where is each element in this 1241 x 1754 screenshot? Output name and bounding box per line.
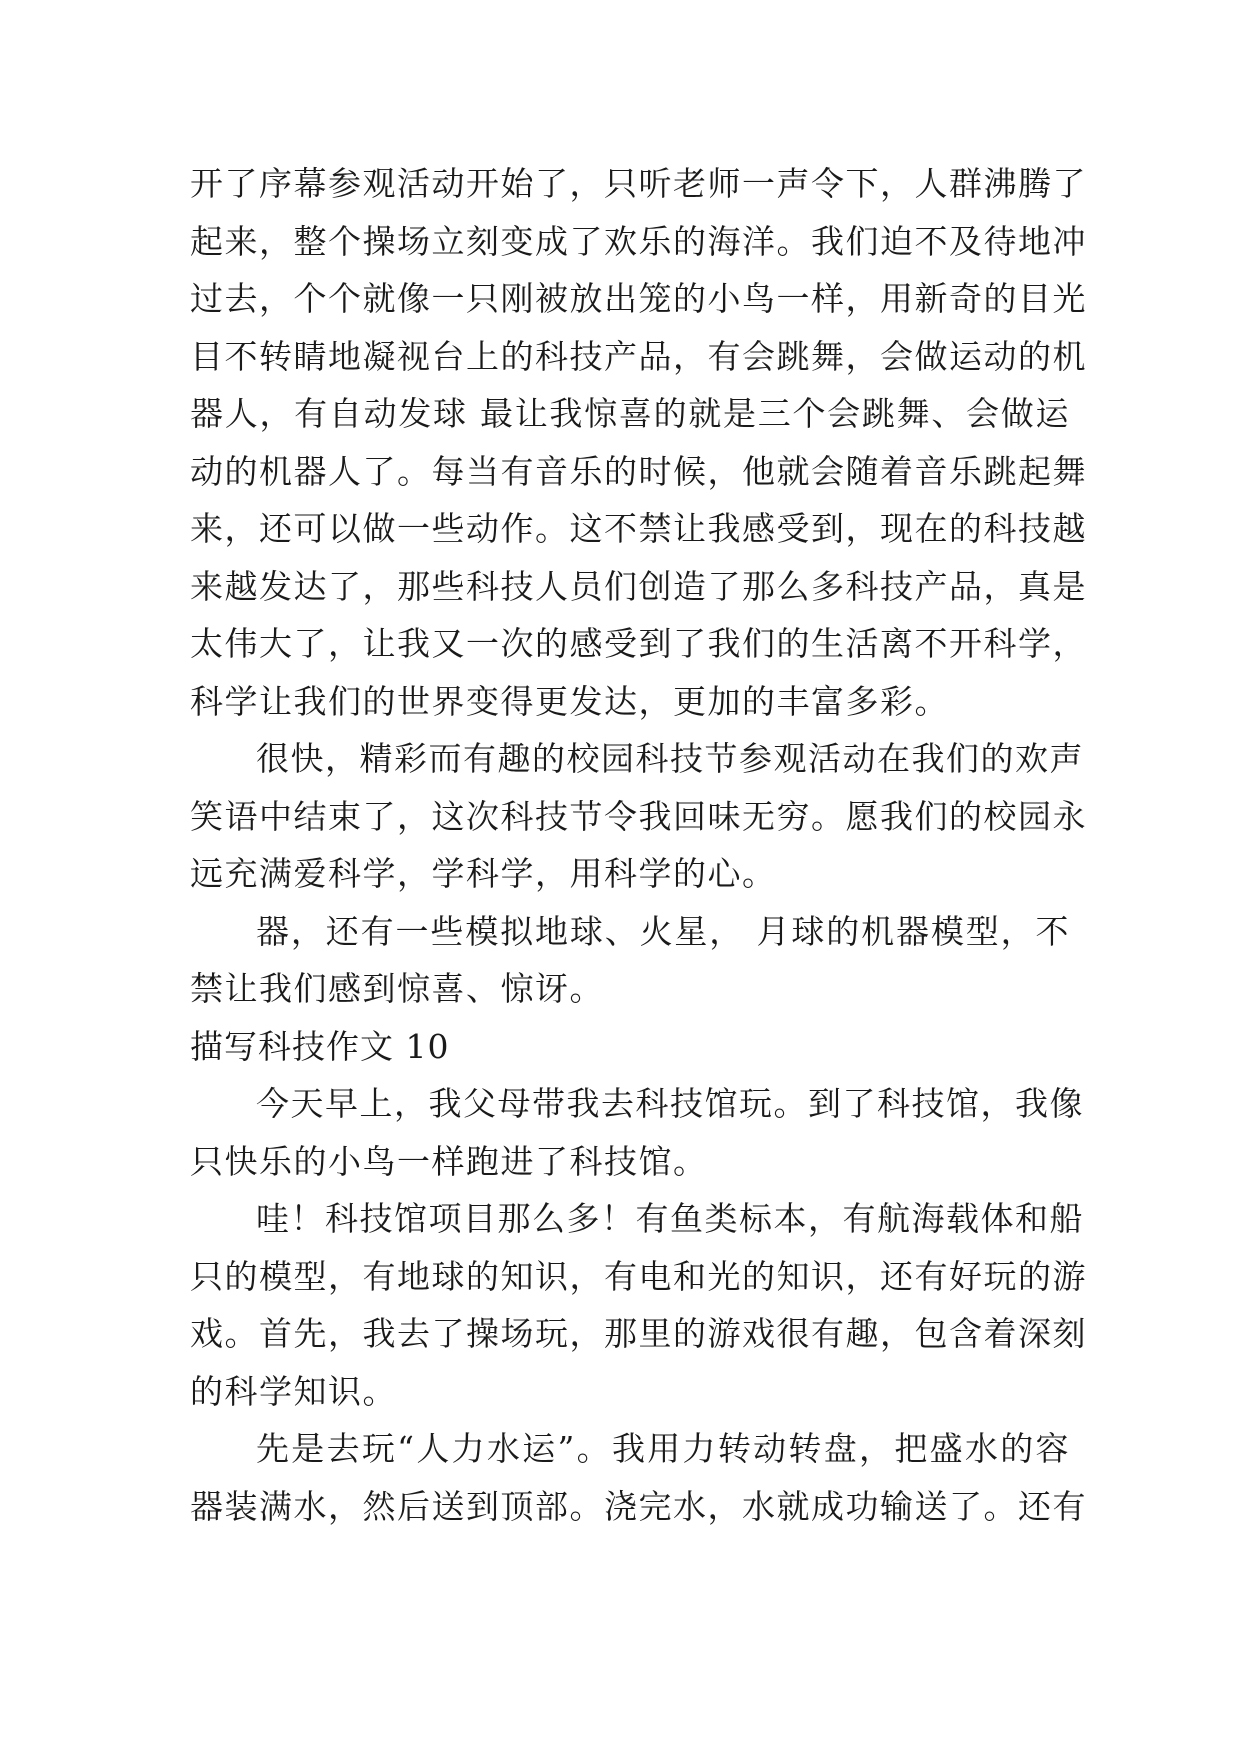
text-line: 来，还可以做一些动作。这不禁让我感受到，现在的科技越 — [190, 509, 1087, 548]
text-line: 只快乐的小鸟一样跑进了科技馆。 — [190, 1141, 708, 1181]
essay-body — [190, 155, 1087, 1535]
text-line: 器人，有自动发球 最让我惊喜的就是三个会跳舞、会做运 — [190, 394, 1070, 433]
paragraph-first-line: 今天早上，我父母带我去科技馆玩。到了科技馆，我像 — [256, 1084, 1084, 1123]
text-line: 目不转睛地凝视台上的科技产品，有会跳舞，会做运动的机 — [190, 336, 1087, 376]
text-line: 起来，整个操场立刻变成了欢乐的海洋。我们迫不及待地冲 — [190, 221, 1087, 261]
paragraph-first-line: 很快，精彩而有趣的校园科技节参观活动在我们的欢声 — [256, 739, 1084, 778]
section-heading: 描写科技作文 10 — [190, 1026, 450, 1066]
text-line: 禁让我们感到惊喜、惊讶。 — [190, 969, 604, 1008]
paragraph-first-line: 先是去玩“人力水运”。我用力转动转盘，把盛水的容 — [256, 1429, 1070, 1468]
paragraph-first-line: 哇！科技馆项目那么多！有鱼类标本，有航海载体和船 — [256, 1199, 1084, 1238]
text-line: 戏。首先，我去了操场玩，那里的游戏很有趣，包含着深刻 — [190, 1314, 1087, 1353]
text-line: 太伟大了，让我又一次的感受到了我们的生活离不开科学， — [190, 624, 1087, 663]
paragraph-first-line: 器，还有一些模拟地球、火星， 月球的机器模型，不 — [256, 911, 1070, 951]
text-line: 来越发达了，那些科技人员们创造了那么多科技产品，真是 — [190, 566, 1087, 606]
text-line: 远充满爱科学，学科学，用科学的心。 — [190, 854, 777, 893]
text-line: 动的机器人了。每当有音乐的时候，他就会随着音乐跳起舞 — [190, 451, 1087, 491]
text-line: 只的模型，有地球的知识，有电和光的知识，还有好玩的游 — [190, 1256, 1087, 1296]
text-line: 开了序幕参观活动开始了，只听老师一声令下，人群沸腾了 — [190, 164, 1087, 203]
text-line: 过去，个个就像一只刚被放出笼的小鸟一样，用新奇的目光 — [190, 279, 1087, 318]
text-line: 科学让我们的世界变得更发达，更加的丰富多彩。 — [190, 681, 949, 721]
text-line: 器装满水，然后送到顶部。浇完水，水就成功输送了。还有 — [190, 1486, 1087, 1526]
text-line: 的科学知识。 — [190, 1371, 397, 1411]
text-line: 笑语中结束了，这次科技节令我回味无穷。愿我们的校园永 — [190, 796, 1087, 836]
